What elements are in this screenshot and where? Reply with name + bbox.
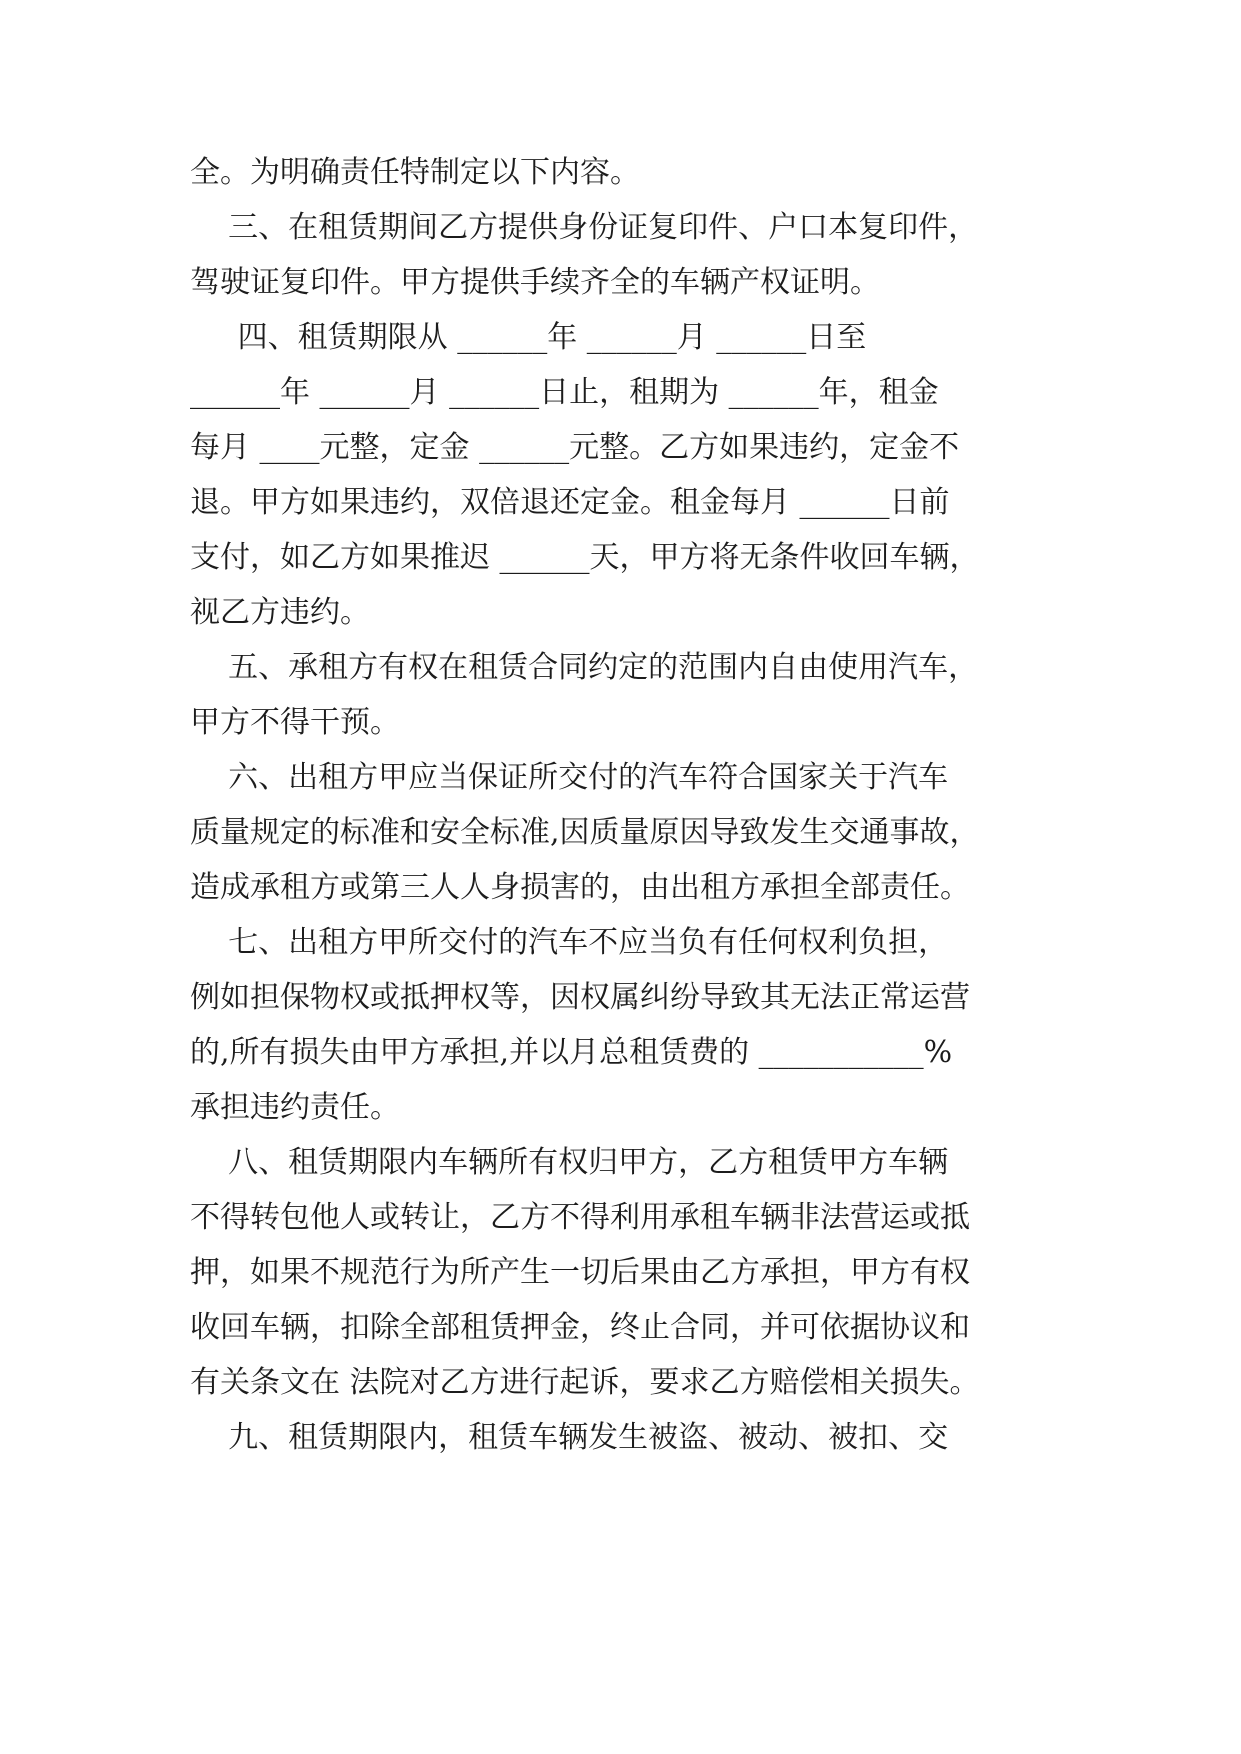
paragraph-line: 押，如果不规范行为所产生一切后果由乙方承担，甲方有权 [190, 1255, 970, 1290]
paragraph-line: 有关条文在 法院对乙方进行起诉，要求乙方赔偿相关损失。 [190, 1365, 980, 1400]
paragraph-line: 六、出租方甲应当保证所交付的汽车符合国家关于汽车 [190, 760, 949, 795]
paragraph-line: 承担违约责任。 [190, 1090, 400, 1125]
paragraph-line: 支付，如乙方如果推迟 ______天，甲方将无条件收回车辆， [190, 540, 980, 575]
paragraph-line: 每月 ____元整，定金 ______元整。乙方如果违约，定金不 [190, 430, 960, 465]
paragraph-line: 五、承租方有权在租赁合同约定的范围内自由使用汽车， [190, 650, 979, 685]
paragraph-line: 全。为明确责任特制定以下内容。 [190, 155, 640, 190]
paragraph-line: 驾驶证复印件。甲方提供手续齐全的车辆产权证明。 [190, 265, 880, 300]
paragraph-line: 造成承租方或第三人人身损害的，由出租方承担全部责任。 [190, 870, 970, 905]
paragraph-line: 八、租赁期限内车辆所有权归甲方，乙方租赁甲方车辆 [190, 1145, 949, 1180]
paragraph-line: 九、租赁期限内，租赁车辆发生被盗、被动、被扣、交 [190, 1420, 949, 1455]
paragraph-line: ______年 ______月 ______日止，租期为 ______年，租金 [190, 375, 939, 410]
paragraph-line: 退。甲方如果违约，双倍退还定金。租金每月 ______日前 [190, 485, 950, 520]
paragraph-line: 视乙方违约。 [190, 595, 370, 630]
paragraph-line: 七、出租方甲所交付的汽车不应当负有任何权利负担， [190, 925, 949, 960]
paragraph-line: 三、在租赁期间乙方提供身份证复印件、户口本复印件， [190, 210, 979, 245]
paragraph-line: 例如担保物权或抵押权等，因权属纠纷导致其无法正常运营 [190, 980, 970, 1015]
paragraph-line: 质量规定的标准和安全标准,因质量原因导致发生交通事故， [190, 815, 980, 850]
paragraph-line: 甲方不得干预。 [190, 705, 400, 740]
paragraph-line: 的,所有损失由甲方承担,并以月总租赁费的 ___________% [190, 1035, 953, 1070]
paragraph-line: 不得转包他人或转让，乙方不得利用承租车辆非法营运或抵 [190, 1200, 970, 1235]
paragraph-line: 收回车辆，扣除全部租赁押金，终止合同，并可依据协议和 [190, 1310, 970, 1345]
paragraph-line: 四、租赁期限从 ______年 ______月 ______日至 [190, 320, 867, 355]
